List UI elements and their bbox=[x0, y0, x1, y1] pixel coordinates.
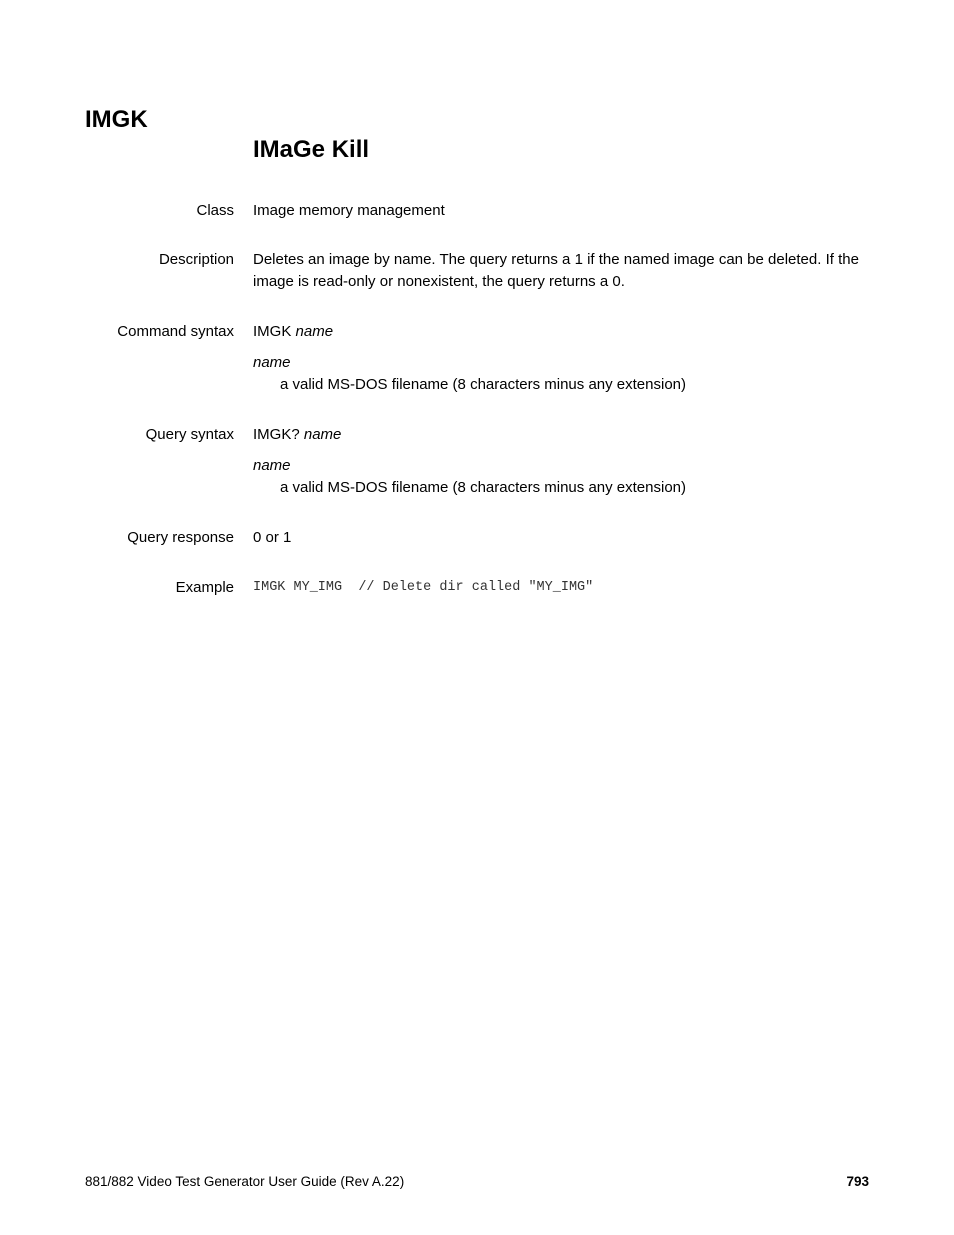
command-syntax-param: name bbox=[295, 323, 334, 340]
command-param-desc: a valid MS-DOS filename (8 characters minus any extension) bbox=[280, 376, 686, 393]
class-label: Class bbox=[196, 202, 234, 219]
query-syntax-keyword: IMGK? bbox=[253, 426, 300, 443]
footer-page-number: 793 bbox=[846, 1174, 869, 1189]
query-response-label: Query response bbox=[127, 529, 234, 546]
command-param-name: name bbox=[253, 354, 291, 371]
query-syntax-label: Query syntax bbox=[145, 426, 234, 443]
query-param-desc: a valid MS-DOS filename (8 characters minus any extension) bbox=[280, 479, 686, 496]
example-code: IMGK MY_IMG // Delete dir called "MY_IMG" bbox=[253, 580, 594, 595]
query-syntax-param: name bbox=[303, 426, 342, 443]
description-text: Deletes an image by name. The query returns a 1 if the named image can be deleted. If the image is read-only or nonexistent, the query returns a 0. bbox=[253, 251, 859, 290]
footer-doc-title: 881/882 Video Test Generator User Guide (Rev A.22) bbox=[85, 1174, 405, 1189]
command-syntax-label: Command syntax bbox=[117, 323, 234, 340]
command-title: IMaGe Kill bbox=[253, 136, 370, 163]
query-param-name: name bbox=[253, 457, 291, 474]
command-syntax-content bbox=[253, 321, 868, 396]
command-name: IMGK bbox=[85, 106, 148, 133]
description-label: Description bbox=[158, 251, 234, 268]
query-syntax-content bbox=[253, 424, 868, 499]
example-label: Example bbox=[175, 579, 234, 596]
command-syntax-keyword: IMGK bbox=[253, 323, 292, 340]
query-response-value: 0 or 1 bbox=[253, 529, 292, 546]
class-value: Image memory management bbox=[253, 202, 445, 219]
